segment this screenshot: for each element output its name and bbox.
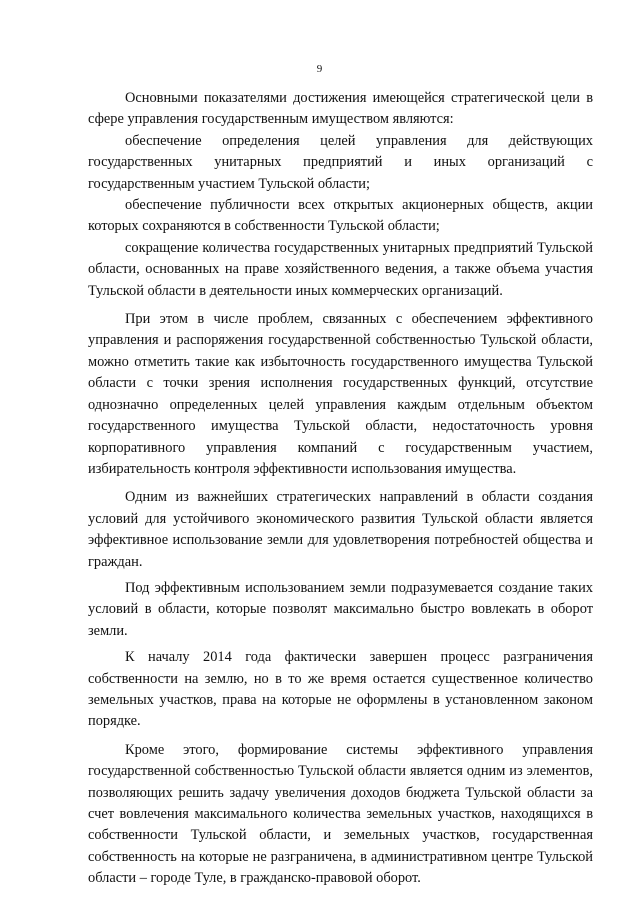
paragraph-publicity: обеспечение публичности всех открытых акционерных обществ, акции которых сохраняются в собственности Тульской области;: [88, 197, 593, 235]
paragraph-goal-definition: обеспечение определения целей управления для действующих государственных унитарных предприятий и иных организаций с государственным участием Тульской области;: [88, 132, 593, 192]
page-number: 9: [316, 63, 323, 75]
paragraph-budget-revenue: Кроме этого, формирование системы эффективного управления государственной собственностью Тульской области является одним из элементов, позволяющих решить задачу увеличения доходов бюджета Тульской области за счет вовлечения максимального количества земельных участков, находящихся в собственности Тульской области, и земельных участков, государственная собственность на которые не разграничена, в административном центре Тульской области – городе Туле, в гражданско-правовой оборот.: [88, 741, 593, 887]
document-body: [88, 88, 593, 890]
paragraph-land-use-definition: Под эффективным использованием земли подразумевается создание таких условий в области, которые позволят максимально быстро вовлекать в оборот земли.: [88, 579, 593, 639]
paragraph-problems: При этом в числе проблем, связанных с обеспечением эффективного управления и распоряжения государственной собственностью Тульской области, можно отметить такие как избыточность государственного имущества Тульской области с точки зрения исполнения государственных функций, отсутствие однозначно определенных целей управления каждым отдельным объектом государственного имущества Тульской области, недостаточность уровня корпоративного управления компаний с государственным участием, избирательность контроля эффективности использования имущества.: [88, 311, 593, 477]
paragraph-indicators-intro: Основными показателями достижения имеющейся стратегической цели в сфере управления государственным имуществом являются:: [88, 90, 593, 128]
paragraph-reduction: сокращение количества государственных унитарных предприятий Тульской области, основанных на праве хозяйственного ведения, а также объема участия Тульской области в деятельности иных коммерческих организаций.: [88, 239, 593, 299]
paragraph-land-use-direction: Одним из важнейших стратегических направлений в области создания условий для устойчивого экономического развития Тульской области является эффективное использование земли для удовлетворения потребностей общества и граждан.: [88, 489, 593, 570]
paragraph-land-delimitation: К началу 2014 года фактически завершен процесс разграничения собственности на землю, но в то же время остается существенное количество земельных участков, права на которые не оформлены в установленном законом порядке.: [88, 649, 593, 730]
